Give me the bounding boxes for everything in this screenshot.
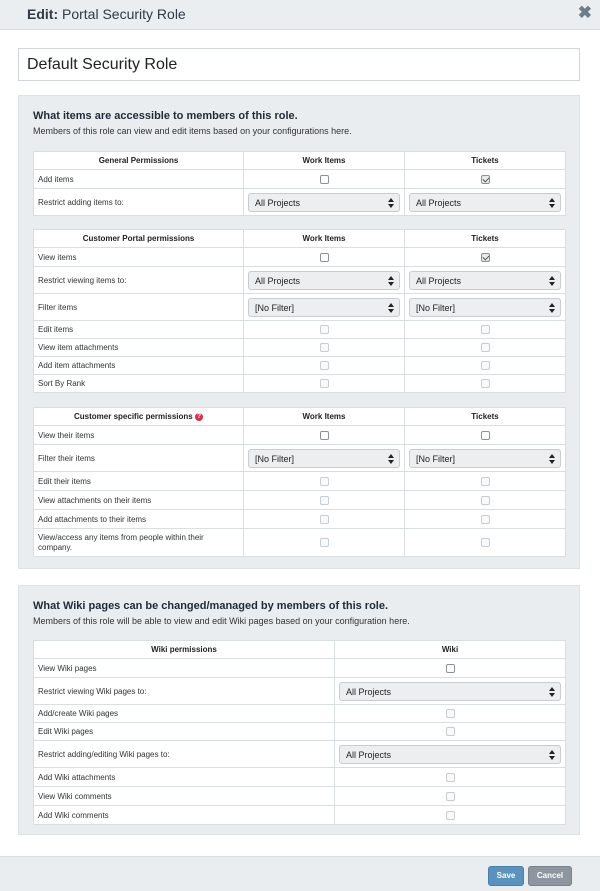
view-items-work-checkbox[interactable] [320,253,329,262]
add-their-attachments-tickets-checkbox [481,515,490,524]
add-items-tickets-checkbox [481,175,490,184]
portal-header: Customer Portal permissions [34,230,244,248]
filter-items-tickets-select[interactable] [409,298,561,317]
edit-items-tickets-checkbox [481,325,490,334]
row-label: Restrict adding items to: [34,189,244,216]
row-label: Add Wiki attachments [34,768,335,787]
add-wiki-checkbox [446,709,455,718]
view-wiki-comments-checkbox [446,792,455,801]
view-items-tickets-checkbox [481,253,490,262]
customer-permissions-table [33,407,566,557]
work-items-header: Work Items [244,152,405,170]
title-text: Portal Security Role [62,6,186,22]
select-arrows-icon [388,198,394,208]
customer-header: Customer specific permissions [74,412,193,421]
select-arrows-icon [549,687,555,697]
view-their-attachments-tickets-checkbox [481,496,490,505]
company-items-work-checkbox [320,538,329,547]
row-label: View attachments on their items [34,491,244,510]
add-wiki-comments-checkbox [446,811,455,820]
filter-items-work-select[interactable] [248,298,400,317]
restrict-viewing-work-select[interactable] [248,271,400,290]
company-items-tickets-checkbox [481,538,490,547]
wiki-section [18,585,580,835]
filter-their-tickets-select[interactable] [409,449,561,468]
select-arrows-icon [549,303,555,313]
row-label: Filter items [34,294,244,321]
restrict-viewing-wiki-select[interactable] [339,682,561,701]
select-value: [No Filter] [416,453,456,464]
select-arrows-icon [549,454,555,464]
row-label: Edit Wiki pages [34,723,335,741]
row-label: View their items [34,426,244,445]
row-label: View Wiki pages [34,659,335,678]
role-name-input[interactable] [18,48,580,81]
restrict-viewing-tickets-select[interactable] [409,271,561,290]
restrict-adding-tickets-select[interactable] [409,193,561,212]
row-label: Filter their items [34,445,244,472]
tickets-header: Tickets [405,230,566,248]
customer-header-cell [34,408,244,426]
wiki-heading: What Wiki pages can be changed/managed by members of this role. [33,600,389,612]
view-attachments-work-checkbox [320,343,329,352]
edit-wiki-checkbox [446,727,455,736]
portal-permissions-table [33,229,566,393]
row-label: Restrict viewing Wiki pages to: [34,678,335,705]
row-label: Edit their items [34,472,244,491]
add-attachments-tickets-checkbox [481,361,490,370]
row-label: View items [34,248,244,267]
select-value: All Projects [416,275,462,286]
sort-rank-work-checkbox [320,379,329,388]
select-value: [No Filter] [255,302,295,313]
row-label: View/access any items from people within their company. [34,529,244,557]
sort-rank-tickets-checkbox [481,379,490,388]
question-circle-icon[interactable]: ? [196,412,202,420]
modal-footer [0,856,600,891]
edit-their-tickets-checkbox [481,477,490,486]
add-attachments-work-checkbox [320,361,329,370]
select-arrows-icon [388,276,394,286]
row-label: Add items [34,170,244,189]
view-attachments-tickets-checkbox [481,343,490,352]
add-their-attachments-work-checkbox [320,515,329,524]
wiki-description: Members of this role will be able to view and edit Wiki pages based on your configuration here. [33,616,410,626]
wiki-permissions-header: Wiki permissions [34,641,335,659]
restrict-adding-work-select[interactable] [248,193,400,212]
row-label: Add item attachments [34,357,244,375]
items-heading: What items are accessible to members of this role. [33,110,298,122]
restrict-adding-wiki-select[interactable] [339,745,561,764]
close-icon[interactable]: ✖ [577,3,592,22]
select-arrows-icon [388,303,394,313]
row-label: Add/create Wiki pages [34,705,335,723]
row-label: View Wiki comments [34,787,335,806]
select-arrows-icon [549,276,555,286]
tickets-header: Tickets [405,408,566,426]
row-label: Sort By Rank [34,375,244,393]
row-label: View item attachments [34,339,244,357]
general-permissions-table [33,151,566,216]
row-label: Add attachments to their items [34,510,244,529]
row-label: Restrict viewing items to: [34,267,244,294]
add-items-work-checkbox[interactable] [320,175,329,184]
view-their-tickets-checkbox[interactable] [481,431,490,440]
edit-items-work-checkbox [320,325,329,334]
filter-their-work-select[interactable] [248,449,400,468]
select-value: [No Filter] [416,302,456,313]
select-arrows-icon [388,454,394,464]
view-wiki-checkbox[interactable] [446,664,455,673]
view-their-attachments-work-checkbox [320,496,329,505]
general-header: General Permissions [34,152,244,170]
select-value: All Projects [416,197,462,208]
modal-title [27,6,186,22]
select-value: All Projects [346,686,392,697]
select-value: [No Filter] [255,453,295,464]
title-prefix: Edit: [27,6,59,22]
work-items-header: Work Items [244,408,405,426]
row-label: Restrict adding/editing Wiki pages to: [34,741,335,768]
select-arrows-icon [549,750,555,760]
items-section [18,95,580,569]
row-label: Add Wiki comments [34,806,335,825]
cancel-button[interactable]: Cancel [528,866,572,886]
tickets-header: Tickets [405,152,566,170]
row-label: Edit items [34,321,244,339]
modal-header [0,0,600,30]
work-items-header: Work Items [244,230,405,248]
add-wiki-attachments-checkbox [446,773,455,782]
select-value: All Projects [255,275,301,286]
wiki-permissions-table [33,640,566,825]
save-button[interactable]: Save [488,866,524,886]
select-value: All Projects [346,749,392,760]
view-their-work-checkbox[interactable] [320,431,329,440]
select-value: All Projects [255,197,301,208]
edit-their-work-checkbox [320,477,329,486]
wiki-header: Wiki [335,641,566,659]
items-description: Members of this role can view and edit items based on your configurations here. [33,126,352,136]
select-arrows-icon [549,198,555,208]
